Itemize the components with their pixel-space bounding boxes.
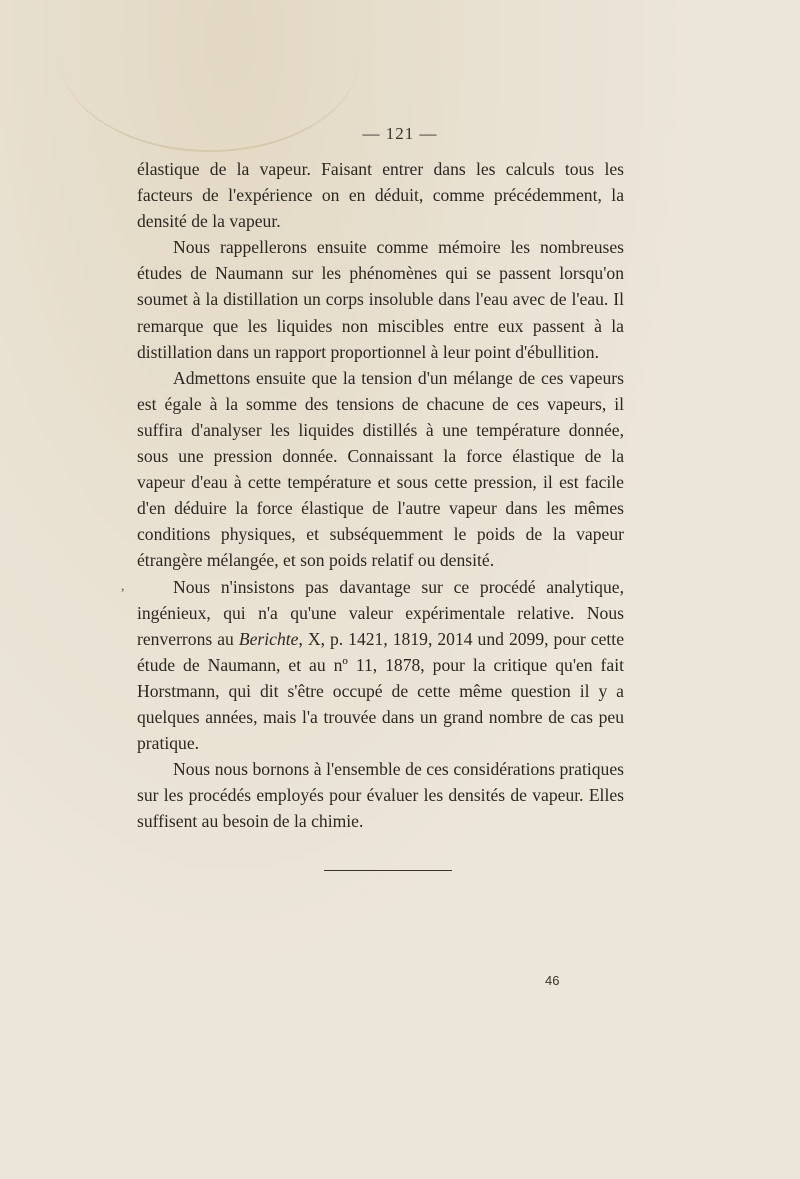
body-text (137, 156, 624, 834)
paragraph-4 (137, 574, 624, 757)
margin-mark: , (121, 579, 125, 594)
paragraph-4-end: , X, p. 1421, 1819, 2014 und 2099, pour cette étude de Naumann, et au nº 11, 1878, pour la critique qu'en fait Horstmann, qui dit s'être occupé de cette même question il y a quelques années, mais l'a trouvée dans un grand nombre de cas peu pratique. (137, 628, 624, 754)
page-number-header: — 121 — (362, 124, 438, 143)
paragraph-1: élastique de la vapeur. Faisant entrer dans les calculs tous les facteurs de l'expérience on en déduit, comme précédemment, la densité de la vapeur. (137, 159, 624, 232)
paragraph-2: Nous rappellerons ensuite comme mémoire les nombreuses études de Naumann sur les phénomènes qui se passent lorsqu'on soumet à la distillation un corps insoluble dans l'eau avec de l'eau. Il remarque que les liquides non miscibles entre eux passent à la distillation dans un rapport proportionnel à leur point d'ébullition. (137, 237, 624, 362)
signature-number: 46 (545, 973, 560, 988)
closing-rule (324, 870, 452, 871)
paragraph-4-start: Nous n'insistons pas davantage sur ce procédé analytique, ingénieux, qui n'a qu'une valeur expérimentale relative. Nous renverrons au (137, 576, 624, 649)
paragraph-3: Admettons ensuite que la tension d'un mélange de ces vapeurs est égale à la somme des tensions de chacune de ces vapeurs, il suffira d'analyser les liquides distillés à une température donnée, sous une pression donnée. Connaissant la force élastique de la vapeur d'eau à cette température et sous cette pression, il est facile d'en déduire la force élastique de l'autre vapeur dans les mêmes conditions physiques, et subséquemment le poids de la vapeur étrangère mélangée, et son poids relatif ou densité. (137, 367, 624, 571)
journal-title: Berichte (238, 628, 299, 649)
paragraph-5: Nous nous bornons à l'ensemble de ces considérations pratiques sur les procédés employés pour évaluer les densités de vapeur. Elles suffisent au besoin de la chimie. (137, 759, 624, 832)
